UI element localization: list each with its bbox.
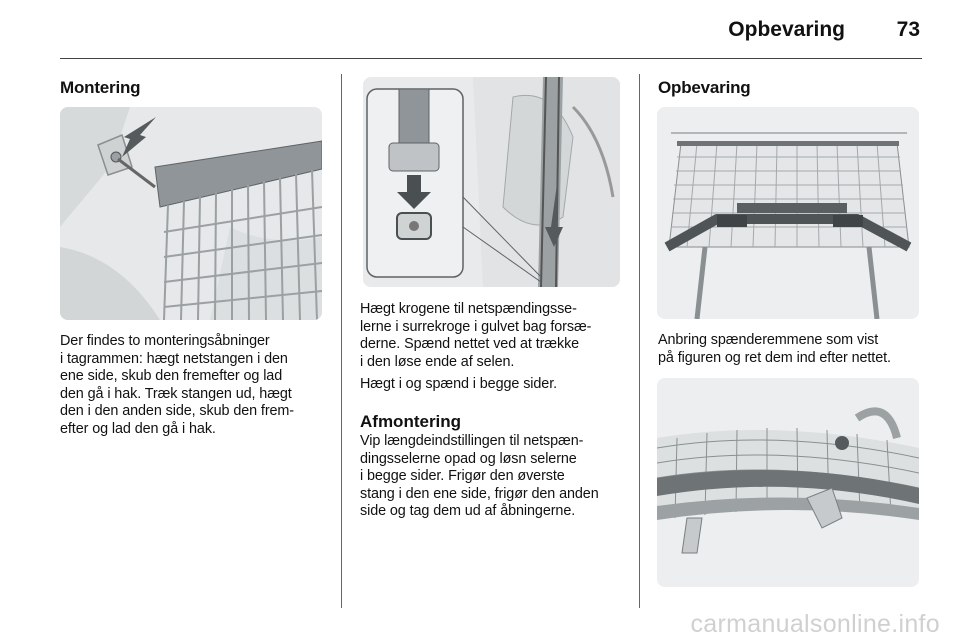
hooking-paragraph <box>360 301 591 371</box>
text-line: side og tag dem ud af åbningerne. <box>360 503 576 520</box>
opbevaring-heading: Opbevaring <box>658 78 751 97</box>
text-line: Der findes to monteringsåbninger <box>60 333 270 349</box>
column-divider-left <box>341 74 342 608</box>
column-divider-right <box>639 74 640 608</box>
afmontering-paragraph <box>360 433 599 521</box>
text-line: i den løse ende af selen. <box>360 353 515 370</box>
text-line: Hægt krogene til netspændingsse- <box>360 301 577 317</box>
header-title: Opbevaring <box>728 18 845 41</box>
text-line: ene side, skub den fremefter og lad <box>60 368 283 385</box>
text-line: derne. Spænd nettet ved at trække <box>360 336 580 353</box>
montering-heading: Montering <box>60 78 141 97</box>
text-line: lerne i surrekroge i gulvet bag forsæ- <box>360 318 592 335</box>
text-line: den gå i hak. Træk stangen ud, hægt <box>60 385 292 402</box>
text-line: i tagrammen: hægt netstangen i den <box>60 350 288 367</box>
figure-net-storage <box>657 107 919 319</box>
montering-paragraph <box>60 333 294 439</box>
page-number: 73 <box>896 18 920 41</box>
text-line: i begge sider. Frigør den øverste <box>360 468 565 485</box>
afmontering-heading: Afmontering <box>360 412 462 431</box>
text-line: efter og lad den gå i hak. <box>60 420 216 437</box>
watermark: carmanualsonline.info <box>690 610 940 638</box>
text-line: den i den anden side, skub den frem- <box>60 403 295 420</box>
text-line: stang i den ene side, frigør den anden <box>360 485 599 502</box>
text-line: dingsselerne opad og løsn selerne <box>360 450 577 467</box>
figure-net-rolled <box>657 378 919 587</box>
tension-paragraph: Hægt i og spænd i begge sider. <box>360 376 557 392</box>
text-line: Vip længdeindstillingen til netspæn- <box>360 433 584 449</box>
opbevaring-paragraph <box>658 332 891 367</box>
text-line: på figuren og ret dem ind efter nettet. <box>658 349 891 366</box>
figure-floor-hook <box>363 77 620 287</box>
header-rule <box>60 58 922 59</box>
text-line: Anbring spænderemmene som vist <box>658 332 879 348</box>
figure-roof-mounting <box>60 107 322 320</box>
